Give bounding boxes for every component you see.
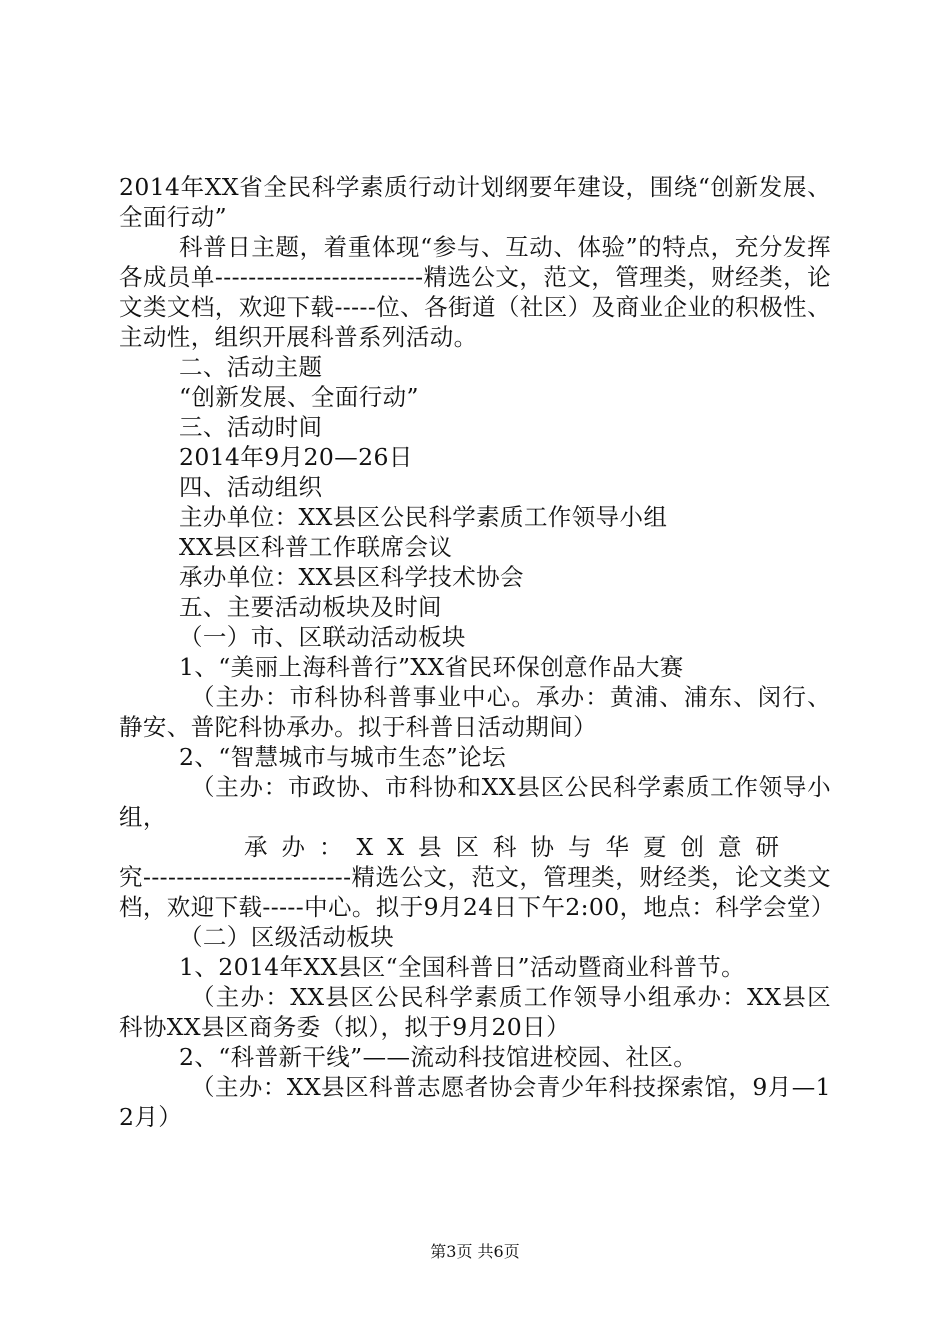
activity-item-1: 1、“美丽上海科普行”XX省民环保创意作品大赛 bbox=[179, 653, 684, 681]
theme-text: “创新发展、全面行动” bbox=[179, 383, 419, 411]
intro-paragraph: 科普日主题，着重体现“参与、互动、体验”的特点，充分发挥各成员单-------------------------精选公文，范文，管理类，财经类，论文类文档，欢迎下载-----位、各街道（社区）及商业企业的积极性、主动性，组织开展科普系列活动。 bbox=[119, 233, 831, 351]
time-text: 2014年9月20—26日 bbox=[179, 443, 413, 471]
section-heading-theme: 二、活动主题 bbox=[179, 353, 323, 381]
organizer-line-2: XX县区科普工作联席会议 bbox=[179, 533, 453, 561]
document-body bbox=[119, 172, 835, 1132]
section-heading-activities: 五、主要活动板块及时间 bbox=[179, 593, 442, 621]
activity-item-2: 2、“智慧城市与城市生态”论坛 bbox=[179, 743, 506, 771]
district-item-1-detail: （主办：XX县区公民科学素质工作领导小组承办：XX县区科协XX县区商务委（拟），拟于9月20日） bbox=[119, 983, 831, 1041]
section-heading-organization: 四、活动组织 bbox=[179, 473, 323, 501]
activity-item-1-detail: （主办：市科协科普事业中心。承办：黄浦、浦东、闵行、静安、普陀科协承办。拟于科普日活动期间） bbox=[119, 683, 831, 741]
subsection-heading-1: （一）市、区联动活动板块 bbox=[179, 623, 466, 651]
page-number-footer: 第3页 共6页 bbox=[430, 1242, 520, 1261]
district-item-2-detail: （主办：XX县区科普志愿者协会青少年科技探索馆，9月—12月） bbox=[119, 1073, 831, 1131]
activity-item-2-detail: （主办：市政协、市科协和XX县区公民科学素质工作领导小组， bbox=[119, 773, 831, 831]
district-item-2: 2、“科普新干线”——流动科技馆进校园、社区。 bbox=[179, 1043, 698, 1071]
intro-line: 2014年XX省全民科学素质行动计划纲要年建设，围绕“创新发展、全面行动” bbox=[119, 173, 831, 231]
activity-item-2-host-cont: 究-------------------------精选公文，范文，管理类，财经类，论文类文档，欢迎下载-----中心。拟于9月24日下午2:00，地点：科学会堂） bbox=[119, 863, 835, 921]
district-item-1: 1、2014年XX县区“全国科普日”活动暨商业科普节。 bbox=[179, 953, 746, 981]
subsection-heading-2: （二）区级活动板块 bbox=[179, 923, 395, 951]
activity-item-2-host: 承办：XX县区科协与华夏创意研 bbox=[244, 833, 793, 861]
host-line: 承办单位：XX县区科学技术协会 bbox=[179, 563, 524, 591]
organizer-line: 主办单位：XX县区公民科学素质工作领导小组 bbox=[179, 503, 668, 531]
section-heading-time: 三、活动时间 bbox=[179, 413, 323, 441]
